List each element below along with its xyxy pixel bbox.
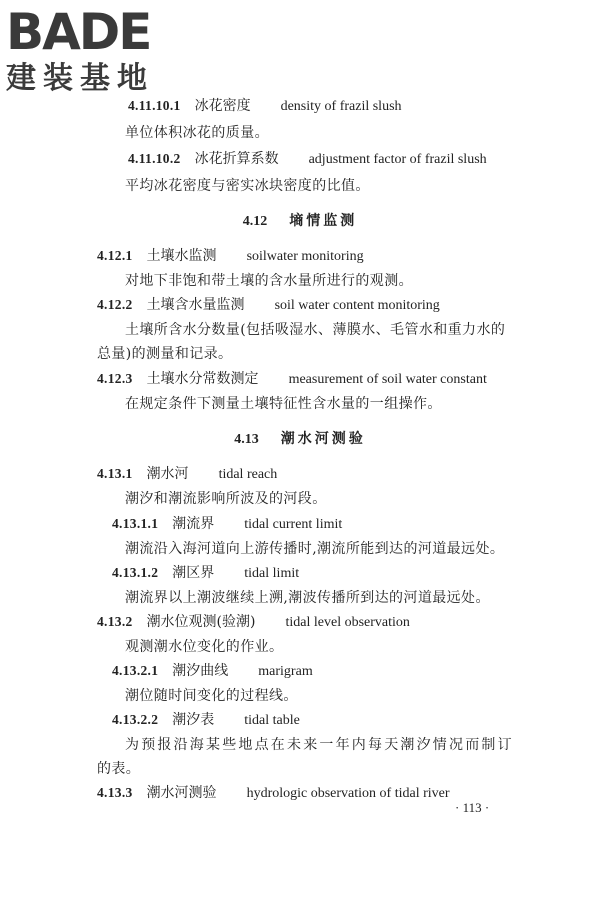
logo-brand: BADE [6,3,151,61]
term-definition: 土壤所含水分数量(包括吸湿水、薄膜水、毛管水和重力水的 [125,322,506,338]
term-english: tidal table [244,713,300,728]
term-number: 4.13.1.2 [112,565,159,580]
term-english: adjustment factor of frazil slush [308,152,487,167]
term-chinese: 土壤水监测 [146,248,217,264]
term-chinese: 潮水河 [146,466,189,482]
term-entry-4-13-1 [97,465,277,484]
term-number: 4.11.10.1 [128,98,181,113]
section-heading-4-12 [0,212,600,231]
term-chinese: 土壤水分常数测定 [146,371,259,387]
term-english: density of frazil slush [280,99,402,114]
section-heading-4-13 [0,430,600,449]
term-definition: 潮位随时间变化的过程线。 [125,688,298,704]
term-number: 4.12.3 [97,371,133,386]
term-definition: 对地下非饱和带土壤的含水量所进行的观测。 [125,273,413,289]
term-entry-4-11-10-2 [128,150,487,169]
term-english: tidal current limit [244,517,343,532]
term-english: measurement of soil water constant [288,372,487,387]
term-chinese: 冰花折算系数 [194,151,279,167]
term-number: 4.11.10.2 [128,151,181,166]
term-definition-continued: 的表。 [97,761,141,777]
term-entry-4-13-2-1 [112,662,313,681]
term-english: tidal reach [218,467,278,482]
term-entry-4-13-2-2 [112,711,300,730]
term-english: tidal level observation [285,615,410,630]
term-definition: 平均冰花密度与密实冰块密度的比值。 [125,178,370,194]
term-definition: 潮流沿入海河道向上游传播时,潮流所能到达的河道最远处。 [125,541,505,557]
term-number: 4.13.1 [97,466,133,481]
term-chinese: 潮区界 [172,565,215,581]
term-definition: 单位体积冰花的质量。 [125,125,269,141]
term-definition: 观测潮水位变化的作业。 [125,639,284,655]
term-definition: 潮汐和潮流影响所波及的河段。 [125,491,327,507]
term-entry-4-13-1-1 [112,515,342,534]
term-entry-4-11-10-1 [128,97,402,116]
term-chinese: 冰花密度 [194,98,251,114]
term-entry-4-12-3 [97,370,487,389]
term-english: soil water content monitoring [274,298,440,313]
term-english: marigram [258,664,313,679]
term-english: hydrologic observation of tidal river [246,786,450,801]
term-number: 4.13.2.1 [112,663,159,678]
section-number: 4.12 [242,214,268,229]
term-english: soilwater monitoring [246,249,364,264]
term-chinese: 潮水河测验 [146,785,217,801]
term-entry-4-12-1 [97,247,364,266]
term-chinese: 土壤含水量监测 [146,297,245,313]
section-title: 潮水河测验 [280,431,366,447]
term-definition: 潮流界以上潮波继续上溯,潮波传播所到达的河道最远处。 [125,590,490,606]
term-chinese: 潮水位观测(验潮) [146,614,256,630]
section-title: 墒情监测 [289,213,358,229]
term-number: 4.13.1.1 [112,516,159,531]
term-chinese: 潮汐表 [172,712,215,728]
term-entry-4-13-3 [97,784,450,803]
term-entry-4-13-2 [97,613,410,632]
term-number: 4.12.1 [97,248,133,263]
term-number: 4.13.2 [97,614,133,629]
section-number: 4.13 [234,432,259,447]
page-number: · 113 · [455,800,490,815]
term-number: 4.13.2.2 [112,712,159,727]
term-number: 4.12.2 [97,297,133,312]
term-definition: 在规定条件下测量土壤特征性含水量的一组操作。 [125,396,442,412]
term-chinese: 潮汐曲线 [172,663,229,679]
term-definition: 为预报沿海某些地点在未来一年内每天潮汐情况而制订 [125,737,514,753]
term-number: 4.13.3 [97,785,133,800]
term-chinese: 潮流界 [172,516,215,532]
term-entry-4-13-1-2 [112,564,299,583]
term-definition-continued: 总量)的测量和记录。 [97,346,233,362]
term-english: tidal limit [244,566,300,581]
logo-subtitle: 建装基地 [6,61,154,96]
term-entry-4-12-2 [97,296,440,315]
